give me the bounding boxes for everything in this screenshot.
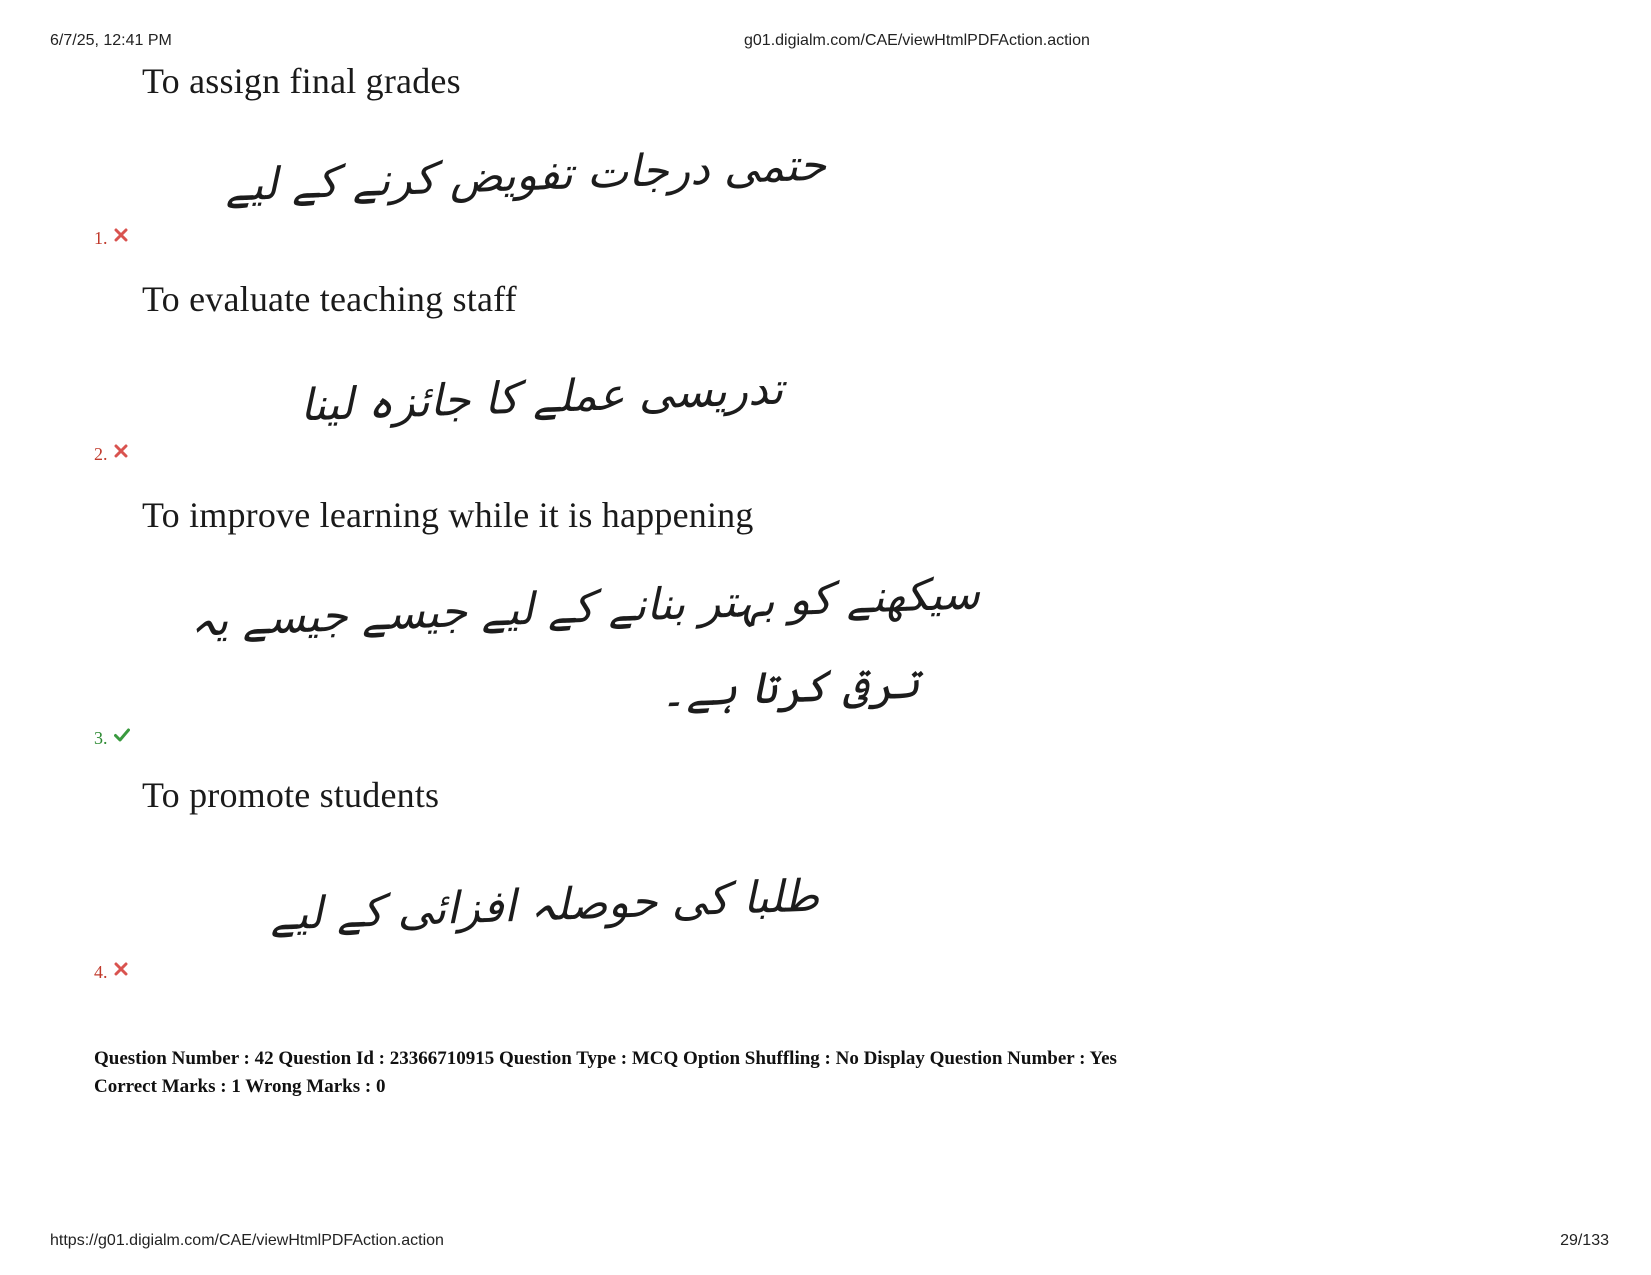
option-2-number: 2. [94, 444, 108, 464]
question-meta-line1: Question Number : 42 Question Id : 23366710915 Question Type : MCQ Option Shuffling : No Display Question Number : Yes [94, 1048, 1117, 1069]
option-2-marker [94, 444, 128, 465]
option-2-english: To evaluate teaching staff [142, 279, 517, 319]
cross-icon [114, 226, 128, 240]
option-1-urdu: حتمی درجات تفویض کرنے کے لیے [224, 139, 827, 212]
option-2-urdu: تدریسی عملے کا جائزہ لینا [299, 363, 785, 432]
option-4-urdu: طلبا کی حوصلہ افزائی کے لیے [269, 870, 821, 941]
option-1-english: To assign final grades [142, 61, 461, 101]
option-3-marker [94, 728, 128, 749]
option-3-urdu-line2: ترقی کرتا ہے۔ [659, 657, 921, 718]
option-4-number: 4. [94, 962, 108, 982]
option-1-number: 1. [94, 228, 108, 248]
print-header-url: g01.digialm.com/CAE/viewHtmlPDFAction.action [744, 32, 1090, 49]
option-1-marker [94, 228, 128, 249]
print-datetime: 6/7/25, 12:41 PM [50, 32, 172, 49]
print-footer-url: https://g01.digialm.com/CAE/viewHtmlPDFAction.action [50, 1232, 444, 1249]
cross-icon [114, 442, 128, 456]
option-3-urdu-line1: سیکھنے کو بہتر بنانے کے لیے جیسے جیسے یہ [189, 568, 981, 647]
option-3-number: 3. [94, 728, 108, 748]
option-4-marker [94, 962, 128, 983]
check-icon [114, 726, 128, 740]
option-4-english: To promote students [142, 775, 440, 815]
page-number: 29/133 [1560, 1232, 1609, 1249]
cross-icon [114, 960, 128, 974]
option-3-english: To improve learning while it is happening [142, 495, 754, 535]
question-meta-line2: Correct Marks : 1 Wrong Marks : 0 [94, 1076, 386, 1097]
